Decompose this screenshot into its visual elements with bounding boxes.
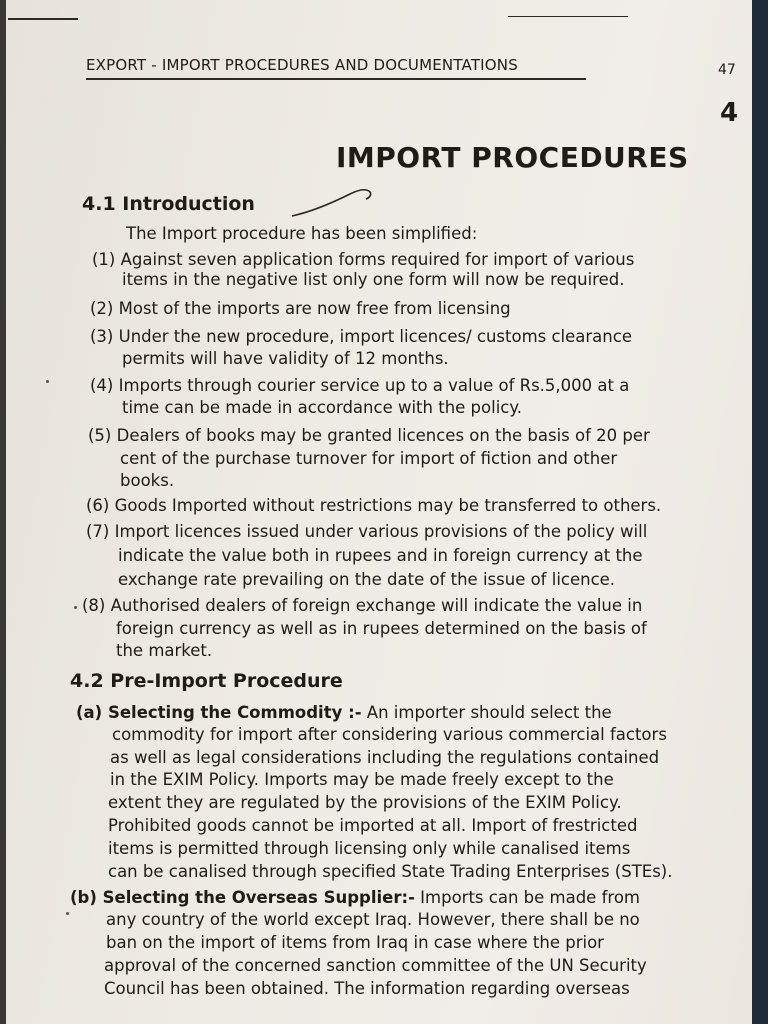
item-b-label: (b) Selecting the Overseas Supplier:- — [70, 888, 415, 907]
running-head-rule — [86, 78, 586, 80]
item-a-first-text: An importer should select the — [366, 703, 612, 722]
item-b-line: any country of the world except Iraq. However, there shall be no — [106, 910, 640, 929]
section-heading-pre-import: 4.2 Pre-Import Procedure — [70, 670, 343, 692]
item-b-line: ban on the import of items from Iraq in case where the prior — [106, 933, 604, 952]
item-a-line: commodity for import after considering various commercial factors — [112, 725, 667, 744]
pen-tick-mark — [290, 186, 380, 220]
list-line: (7) Import licences issued under various provisions of the policy will — [86, 522, 648, 541]
margin-dot — [74, 606, 77, 609]
list-line: cent of the purchase turnover for import of fiction and other — [120, 449, 618, 468]
running-head: EXPORT - IMPORT PROCEDURES AND DOCUMENTATIONS — [86, 56, 518, 74]
list-line: (6) Goods Imported without restrictions may be transferred to others. — [86, 496, 662, 515]
item-a-line: extent they are regulated by the provisions of the EXIM Policy. — [108, 793, 622, 812]
list-line: (5) Dealers of books may be granted licences on the basis of 20 per — [88, 426, 650, 445]
intro-text: The Import procedure has been simplified: — [126, 224, 478, 243]
list-line: (8) Authorised dealers of foreign exchange will indicate the value in — [82, 596, 643, 615]
list-line: items in the negative list only one form will now be required. — [122, 270, 625, 289]
top-edge-rule-right — [508, 16, 628, 17]
list-line: the market. — [116, 641, 213, 660]
margin-dot — [66, 912, 69, 915]
item-a-first-line — [76, 703, 612, 722]
item-a-line: items is permitted through licensing only while canalised items — [108, 839, 631, 858]
item-a-line: in the EXIM Policy. Imports may be made freely except to the — [110, 770, 614, 789]
chapter-title: IMPORT PROCEDURES — [336, 141, 689, 174]
list-line: indicate the value both in rupees and in foreign currency at the — [118, 546, 643, 565]
list-line: (3) Under the new procedure, import licences/ customs clearance — [90, 327, 632, 346]
list-line: exchange rate prevailing on the date of the issue of licence. — [118, 570, 616, 589]
item-a-line: Prohibited goods cannot be imported at all. Import of frestricted — [108, 816, 638, 835]
list-line: (4) Imports through courier service up to a value of Rs.5,000 at a — [90, 376, 630, 395]
item-b-line: approval of the concerned sanction committee of the UN Security — [104, 956, 647, 975]
top-edge-rule — [8, 18, 78, 20]
margin-dot — [46, 380, 49, 383]
item-b-line: Council has been obtained. The information regarding overseas — [104, 979, 630, 998]
page-binding-edge — [0, 0, 6, 1024]
page-number: 47 — [718, 62, 736, 78]
item-a-line: as well as legal considerations including the regulations contained — [110, 748, 660, 767]
list-line: (2) Most of the imports are now free from licensing — [90, 299, 511, 318]
list-line: (1) Against seven application forms required for import of various — [92, 250, 635, 269]
list-line: books. — [120, 471, 175, 490]
list-line: permits will have validity of 12 months. — [122, 349, 449, 368]
list-line: time can be made in accordance with the policy. — [122, 398, 523, 417]
chapter-number: 4 — [720, 98, 739, 128]
item-b-first-text: Imports can be made from — [420, 888, 640, 907]
section-heading-introduction: 4.1 Introduction — [82, 193, 255, 215]
list-line: foreign currency as well as in rupees determined on the basis of — [116, 619, 647, 638]
item-a-line: can be canalised through specified State Trading Enterprises (STEs). — [108, 862, 673, 881]
item-a-label: (a) Selecting the Commodity :- — [76, 703, 362, 722]
item-b-first-line — [70, 888, 640, 907]
